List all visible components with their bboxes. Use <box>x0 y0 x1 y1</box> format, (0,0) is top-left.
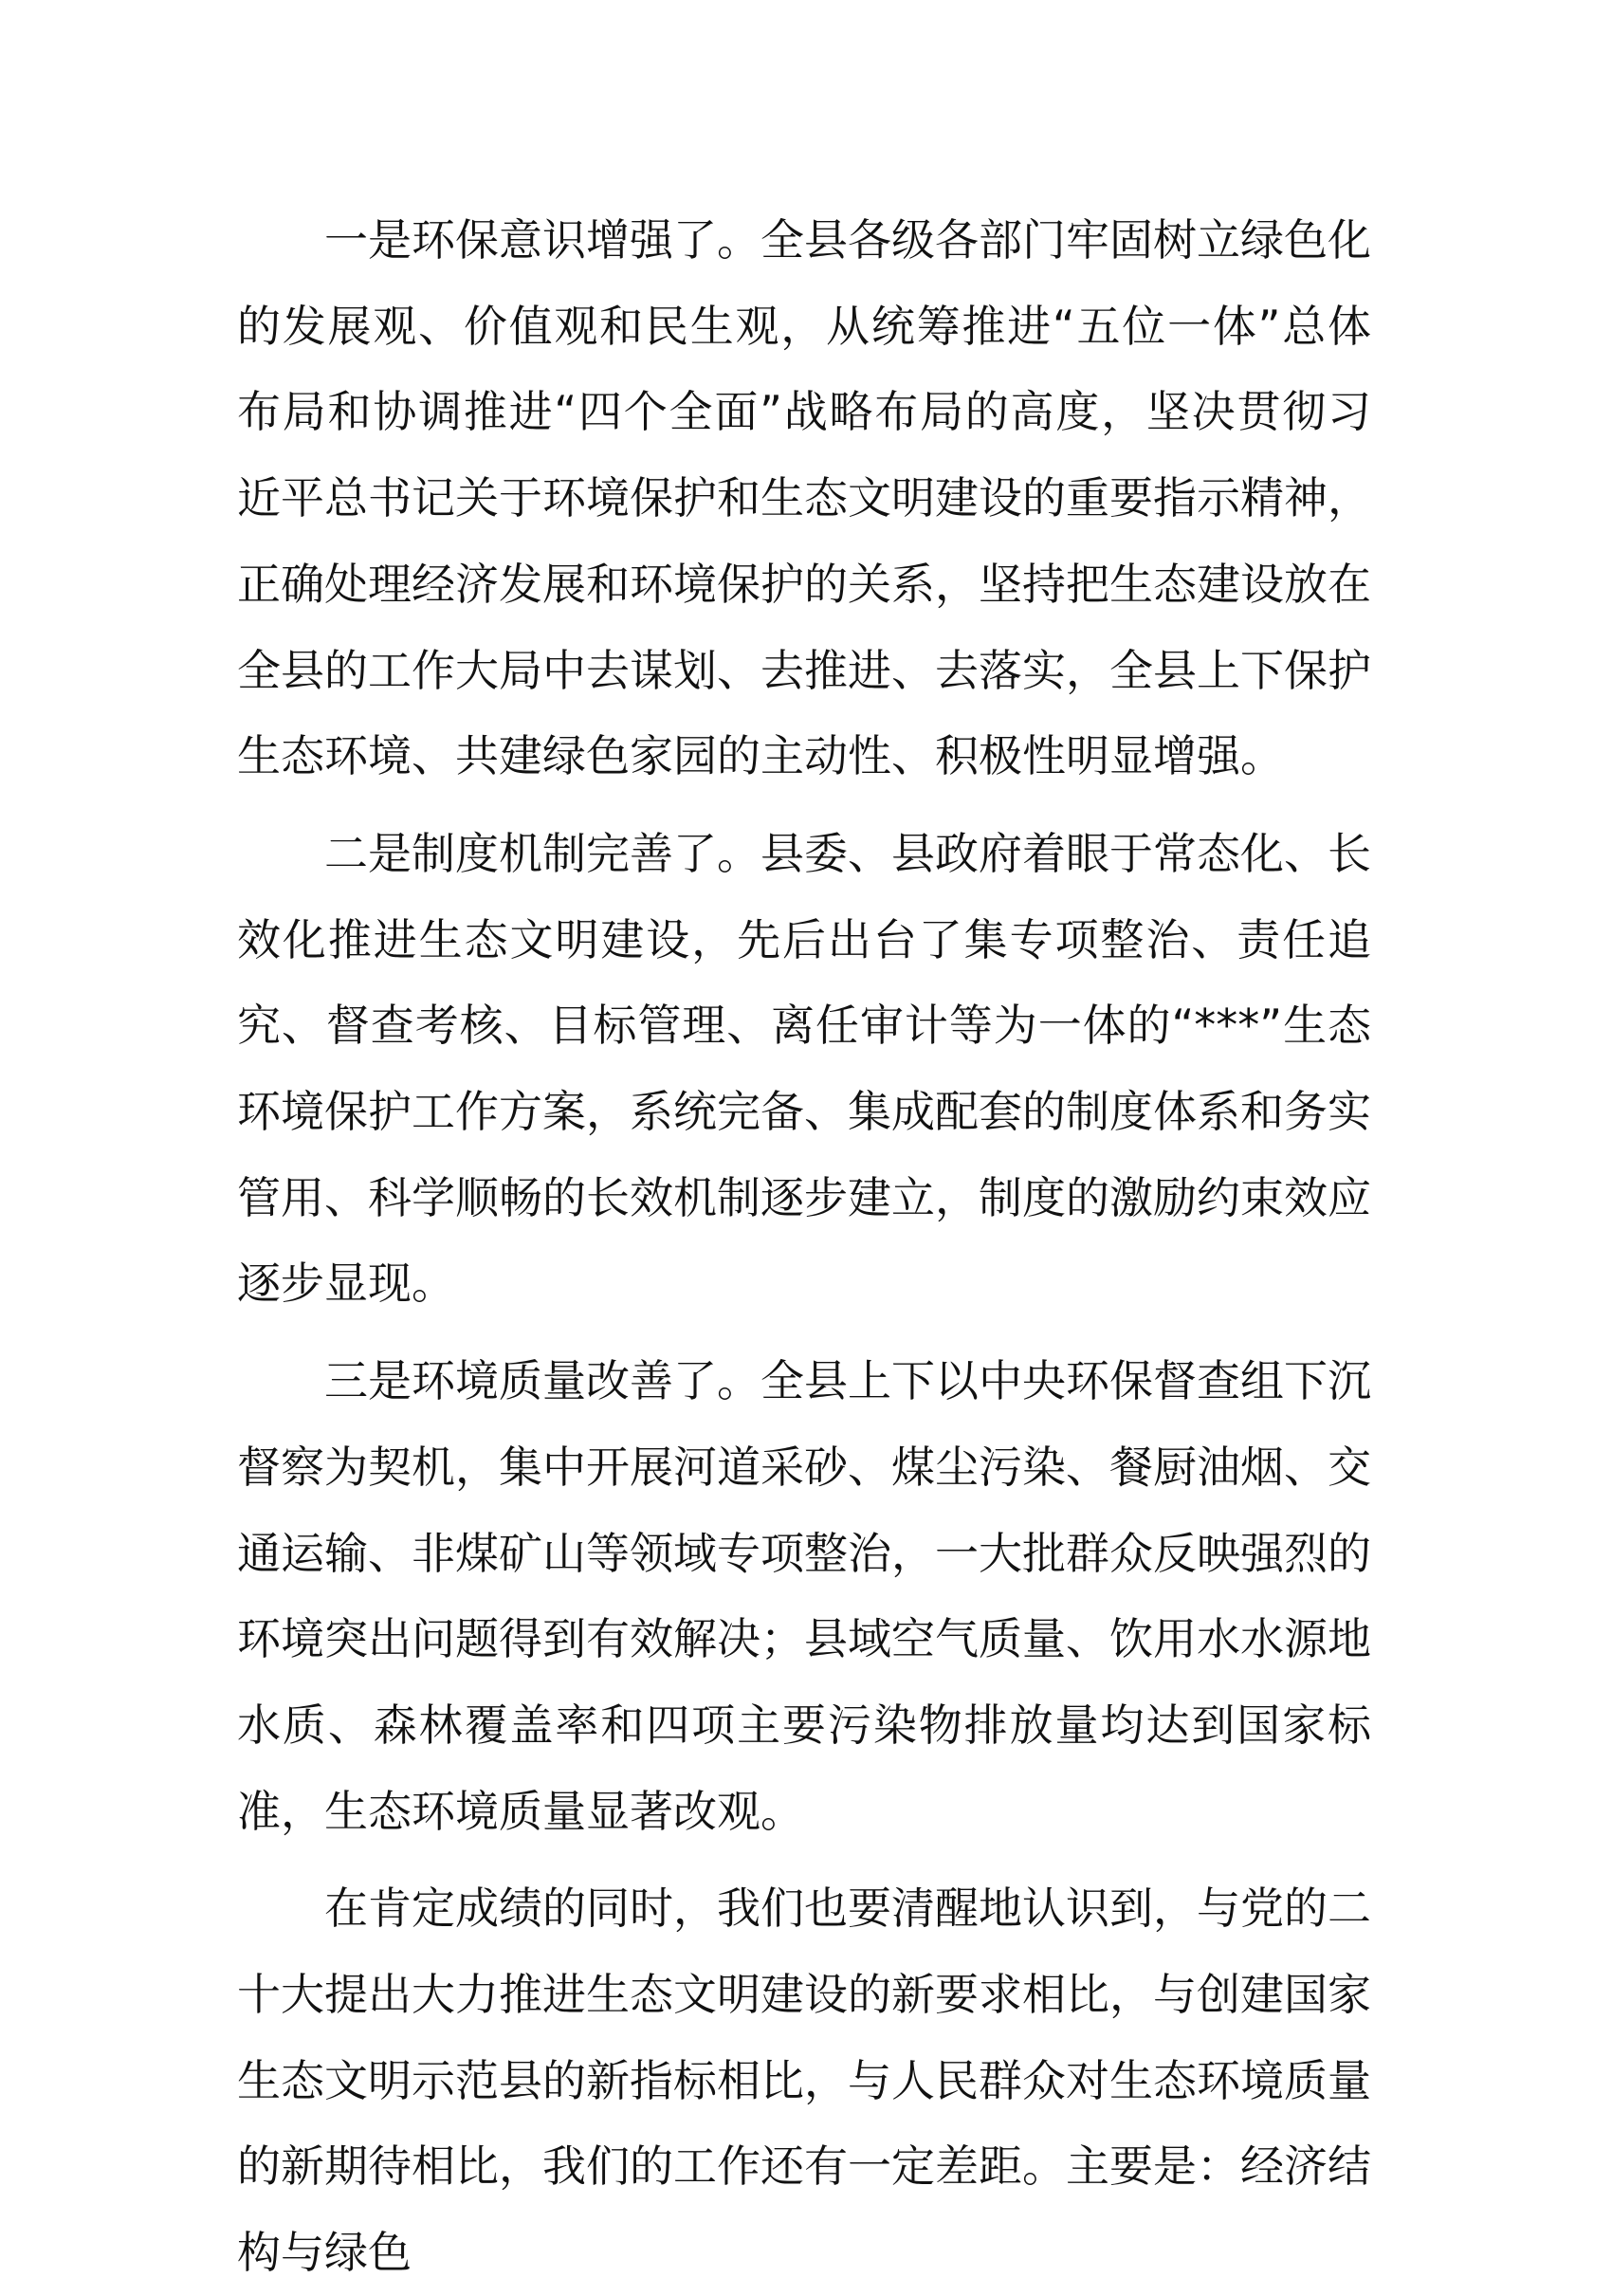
document-body <box>237 197 1371 2296</box>
paragraph-institutional-mechanisms: 二是制度机制完善了。县委、县政府着眼于常态化、长效化推进生态文明建设，先后出台了集专项整治、责任追究、督查考核、目标管理、离任审计等为一体的“***”生态环境保护工作方案，系统完备、集成配套的制度体系和务实管用、科学顺畅的长效机制逐步建立，制度的激励约束效应逐步显现。 <box>237 827 1371 1310</box>
paragraph-environmental-awareness: 一是环保意识增强了。全县各级各部门牢固树立绿色化的发展观、价值观和民生观，从统筹推进“五位一体”总体布局和协调推进“四个全面”战略布局的高度，坚决贯彻习近平总书记关于环境保护和生态文明建设的重要指示精神，正确处理经济发展和环境保护的关系，坚持把生态建设放在全县的工作大局中去谋划、去推进、去落实，全县上下保护生态环境、共建绿色家园的主动性、积极性明显增强。 <box>237 214 1371 782</box>
paragraph-shortcomings: 在肯定成绩的同时，我们也要清醒地认识到，与党的二十大提出大力推进生态文明建设的新要求相比，与创建国家生态文明示范县的新指标相比，与人民群众对生态环境质量的新期待相比，我们的工作还有一定差距。主要是：经济结构与绿色 <box>237 1883 1371 2279</box>
paragraph-environmental-quality: 三是环境质量改善了。全县上下以中央环保督查组下沉督察为契机，集中开展河道采砂、煤尘污染、餐厨油烟、交通运输、非煤矿山等领域专项整治，一大批群众反映强烈的环境突出问题得到有效解决；县域空气质量、饮用水水源地水质、森林覆盖率和四项主要污染物排放量均达到国家标准，生态环境质量显著改观。 <box>237 1355 1371 1837</box>
